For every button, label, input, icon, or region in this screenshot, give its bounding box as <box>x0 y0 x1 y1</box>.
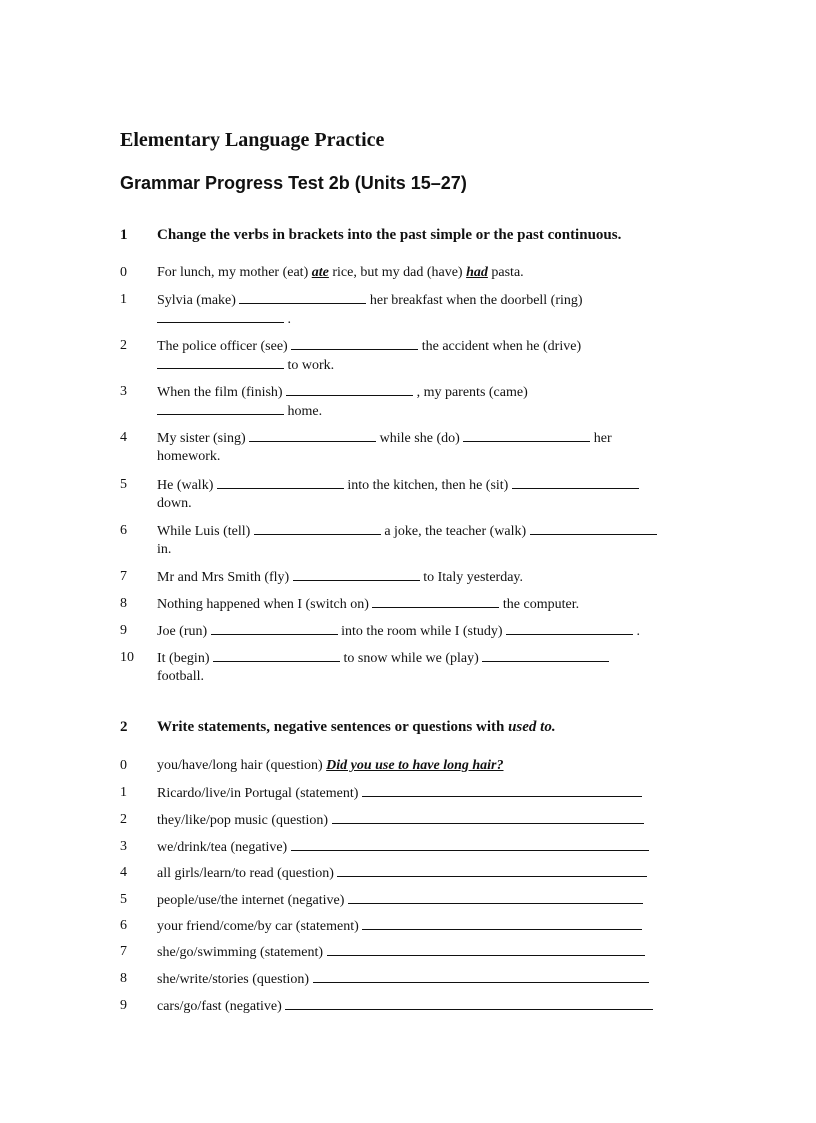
prompt-text: all girls/learn/to read (question) <box>157 866 338 881</box>
item-text-line2 <box>157 309 291 329</box>
answer-line[interactable] <box>337 863 647 877</box>
answer-blank[interactable] <box>293 567 420 581</box>
test-subtitle: Grammar Progress Test 2b (Units 15–27) <box>120 173 467 193</box>
text-part: to snow while we (play) <box>339 651 483 666</box>
text-part: her breakfast when the doorbell (ring) <box>366 293 583 308</box>
item-text-line2: down. <box>157 496 192 511</box>
prompt-text: cars/go/fast (negative) <box>157 999 286 1014</box>
item-number: 3 <box>120 384 127 399</box>
answer-blank[interactable] <box>530 521 657 535</box>
answer-blank[interactable] <box>157 401 284 415</box>
text-part: My sister (sing) <box>157 431 250 446</box>
answer-blank[interactable] <box>254 521 381 535</box>
example-answer: ate <box>311 265 329 280</box>
item-text <box>157 594 579 614</box>
prompt-text: people/use/the internet (negative) <box>157 893 348 908</box>
text-part: It (begin) <box>157 651 213 666</box>
text-part: the accident when he (drive) <box>418 339 582 354</box>
text-part: rice, but my dad (have) <box>328 265 467 280</box>
text-part: Nothing happened when I (switch on) <box>157 597 373 612</box>
item-number: 7 <box>120 944 127 959</box>
item-number: 0 <box>120 265 127 280</box>
item-number: 6 <box>120 523 127 538</box>
answer-blank[interactable] <box>506 621 633 635</box>
prompt-text: she/go/swimming (statement) <box>157 945 327 960</box>
item-text <box>157 521 657 541</box>
text-part: , my parents (came) <box>413 385 528 400</box>
text-part: Sylvia (make) <box>157 293 240 308</box>
item-number: 1 <box>120 292 127 307</box>
item-text <box>157 336 581 356</box>
answer-blank[interactable] <box>213 648 340 662</box>
answer-blank[interactable] <box>512 475 639 489</box>
text-part: into the room while I (study) <box>337 624 507 639</box>
item-text <box>157 942 645 962</box>
answer-line[interactable] <box>362 783 642 797</box>
text-part: a joke, the teacher (walk) <box>380 524 530 539</box>
text-part: the computer. <box>499 597 580 612</box>
item-number: 1 <box>120 785 127 800</box>
item-text <box>157 382 528 402</box>
answer-line[interactable] <box>348 890 643 904</box>
item-number: 8 <box>120 971 127 986</box>
item-text <box>157 969 649 989</box>
answer-blank[interactable] <box>157 355 284 369</box>
item-text <box>157 837 649 857</box>
prompt-text: you/have/long hair (question) <box>157 758 327 773</box>
item-text <box>157 567 523 587</box>
answer-blank[interactable] <box>239 290 366 304</box>
answer-blank[interactable] <box>286 382 413 396</box>
item-number: 8 <box>120 596 127 611</box>
item-number: 4 <box>120 430 127 445</box>
item-number: 5 <box>120 892 127 907</box>
item-number: 3 <box>120 839 127 854</box>
answer-line[interactable] <box>285 996 653 1010</box>
example-answer: had <box>466 265 488 280</box>
page-title: Elementary Language Practice <box>120 129 385 151</box>
section-number: 1 <box>120 227 128 243</box>
example-answer: Did you use to have long hair? <box>326 758 504 773</box>
prompt-text: Ricardo/live/in Portugal (statement) <box>157 786 362 801</box>
item-text <box>157 916 642 936</box>
answer-line[interactable] <box>332 810 644 824</box>
section-instruction <box>157 719 556 736</box>
item-number: 9 <box>120 998 127 1013</box>
answer-blank[interactable] <box>217 475 344 489</box>
item-text <box>157 621 640 641</box>
item-text <box>157 290 583 310</box>
item-text <box>157 810 644 830</box>
item-text <box>157 996 653 1016</box>
text-part: For lunch, my mother (eat) <box>157 265 312 280</box>
text-part: her <box>590 431 612 446</box>
item-number: 9 <box>120 623 127 638</box>
answer-blank[interactable] <box>249 428 376 442</box>
prompt-text: we/drink/tea (negative) <box>157 840 291 855</box>
item-text <box>157 756 504 775</box>
answer-line[interactable] <box>362 916 642 930</box>
section-number: 2 <box>120 719 128 735</box>
item-number: 10 <box>120 650 134 665</box>
text-part: while she (do) <box>376 431 464 446</box>
text-part: Mr and Mrs Smith (fly) <box>157 570 293 585</box>
item-number: 6 <box>120 918 127 933</box>
instruction-emphasis: used to. <box>508 719 556 735</box>
item-text-line2: homework. <box>157 449 221 464</box>
item-text <box>157 475 639 495</box>
text-part: . <box>284 312 291 327</box>
text-part: He (walk) <box>157 478 217 493</box>
prompt-text: she/write/stories (question) <box>157 972 313 987</box>
item-text <box>157 863 647 883</box>
text-part: . <box>633 624 641 639</box>
answer-blank[interactable] <box>372 594 499 608</box>
item-number: 5 <box>120 477 127 492</box>
item-number: 7 <box>120 569 127 584</box>
item-text <box>157 890 643 910</box>
answer-blank[interactable] <box>157 309 284 323</box>
answer-blank[interactable] <box>482 648 609 662</box>
item-number: 4 <box>120 865 127 880</box>
answer-line[interactable] <box>291 837 649 851</box>
item-number: 0 <box>120 758 127 773</box>
item-number: 2 <box>120 338 127 353</box>
text-part: When the film (finish) <box>157 385 287 400</box>
answer-line[interactable] <box>313 969 649 983</box>
item-number: 2 <box>120 812 127 827</box>
text-part: While Luis (tell) <box>157 524 254 539</box>
text-part: into the kitchen, then he (sit) <box>343 478 512 493</box>
item-text <box>157 428 612 448</box>
text-part: to Italy yesterday. <box>419 570 523 585</box>
answer-line[interactable] <box>327 942 645 956</box>
text-part: Joe (run) <box>157 624 211 639</box>
text-part: pasta. <box>487 265 524 280</box>
prompt-text: they/like/pop music (question) <box>157 813 332 828</box>
item-text-line2: football. <box>157 669 205 684</box>
item-text-line2: in. <box>157 542 172 557</box>
text-part: The police officer (see) <box>157 339 292 354</box>
answer-blank[interactable] <box>211 621 338 635</box>
item-text-line2 <box>157 355 334 375</box>
answer-blank[interactable] <box>463 428 590 442</box>
item-text <box>157 648 609 668</box>
prompt-text: your friend/come/by car (statement) <box>157 919 363 934</box>
item-text <box>157 263 524 282</box>
text-part: home. <box>284 404 323 419</box>
item-text-line2 <box>157 401 322 421</box>
instruction-text: Write statements, negative sentences or questions with <box>157 719 509 735</box>
section-instruction: Change the verbs in brackets into the past simple or the past continuous. <box>157 227 622 243</box>
answer-blank[interactable] <box>291 336 418 350</box>
item-text <box>157 783 642 803</box>
text-part: to work. <box>284 358 335 373</box>
